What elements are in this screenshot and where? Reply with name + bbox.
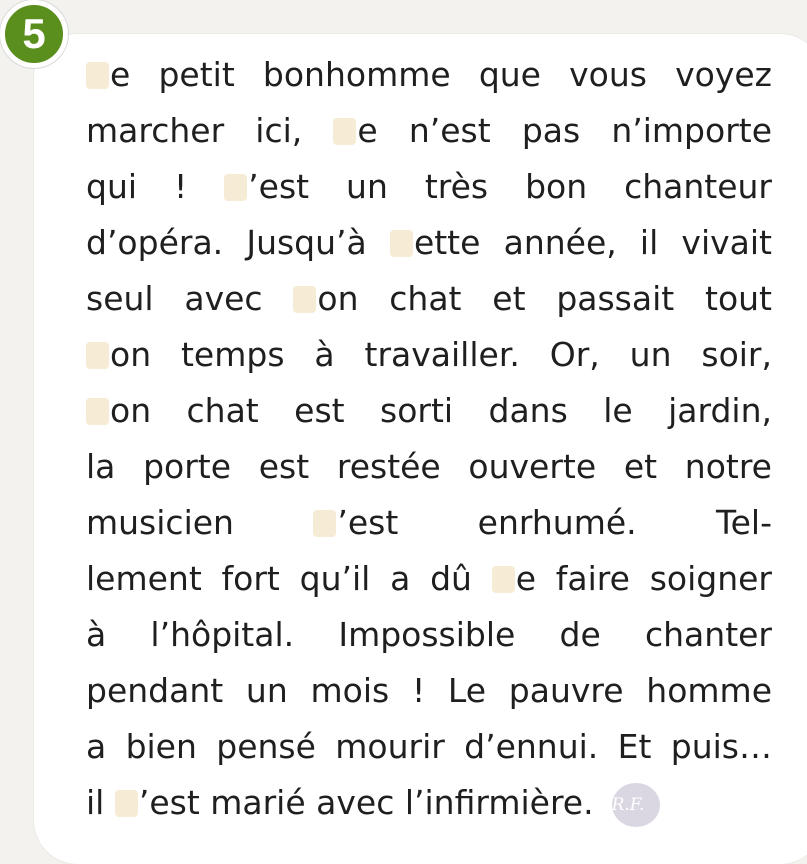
text-segment: musicien <box>86 503 314 542</box>
text-segment: lement fort qu’il a dû <box>86 559 492 598</box>
answer-blank[interactable] <box>492 566 515 593</box>
answer-blank[interactable] <box>86 62 109 89</box>
text-segment: a bien pensé mourir d’ennui. Et puis… <box>86 727 772 766</box>
text-line <box>86 667 772 723</box>
text-segment: ’est marié avec l’infirmière. <box>138 783 594 822</box>
text-segment: on chat est sorti dans le jardin, <box>110 391 772 430</box>
answer-blank[interactable] <box>86 398 109 425</box>
text-segment: la porte est restée ouverte et notre <box>86 447 772 486</box>
text-segment: ’est un très bon chanteur <box>248 167 772 206</box>
exercise-text <box>86 51 772 835</box>
text-line <box>86 387 772 443</box>
text-segment: e faire soigner <box>515 559 772 598</box>
text-segment: pendant un mois ! Le pauvre homme <box>86 671 772 710</box>
author-initials-badge: R.F. <box>612 783 660 827</box>
text-segment: on temps à travailler. Or, un soir, <box>110 335 772 374</box>
text-segment: e petit bonhomme que vous voyez <box>110 55 772 94</box>
answer-blank[interactable] <box>333 118 356 145</box>
answer-blank[interactable] <box>115 790 138 817</box>
exercise-number-badge: 5 <box>0 0 68 68</box>
text-segment: qui ! <box>86 167 225 206</box>
answer-blank[interactable] <box>86 342 109 369</box>
text-segment: d’opéra. Jusqu’à <box>86 223 390 262</box>
answer-blank[interactable] <box>313 510 336 537</box>
text-line <box>86 275 772 331</box>
text-segment: ette année, il vivait <box>413 223 772 262</box>
text-line <box>86 219 772 275</box>
text-segment: ’est enrhumé. Tel- <box>337 503 772 542</box>
answer-blank[interactable] <box>390 230 413 257</box>
text-line <box>86 163 772 219</box>
text-line <box>86 499 772 555</box>
text-line <box>86 331 772 387</box>
answer-blank[interactable] <box>293 286 316 313</box>
text-segment: seul avec <box>86 279 294 318</box>
text-segment: on chat et passait tout <box>317 279 772 318</box>
answer-blank[interactable] <box>224 174 247 201</box>
text-line <box>86 779 772 835</box>
text-line <box>86 107 772 163</box>
text-segment: marcher ici, <box>86 111 334 150</box>
text-line <box>86 611 772 667</box>
text-segment: à l’hôpital. Impossible de chanter <box>86 615 772 654</box>
text-line <box>86 723 772 779</box>
text-line <box>86 443 772 499</box>
text-line <box>86 51 772 107</box>
text-line <box>86 555 772 611</box>
text-segment: il <box>86 783 115 822</box>
text-segment: e n’est pas n’importe <box>357 111 773 150</box>
